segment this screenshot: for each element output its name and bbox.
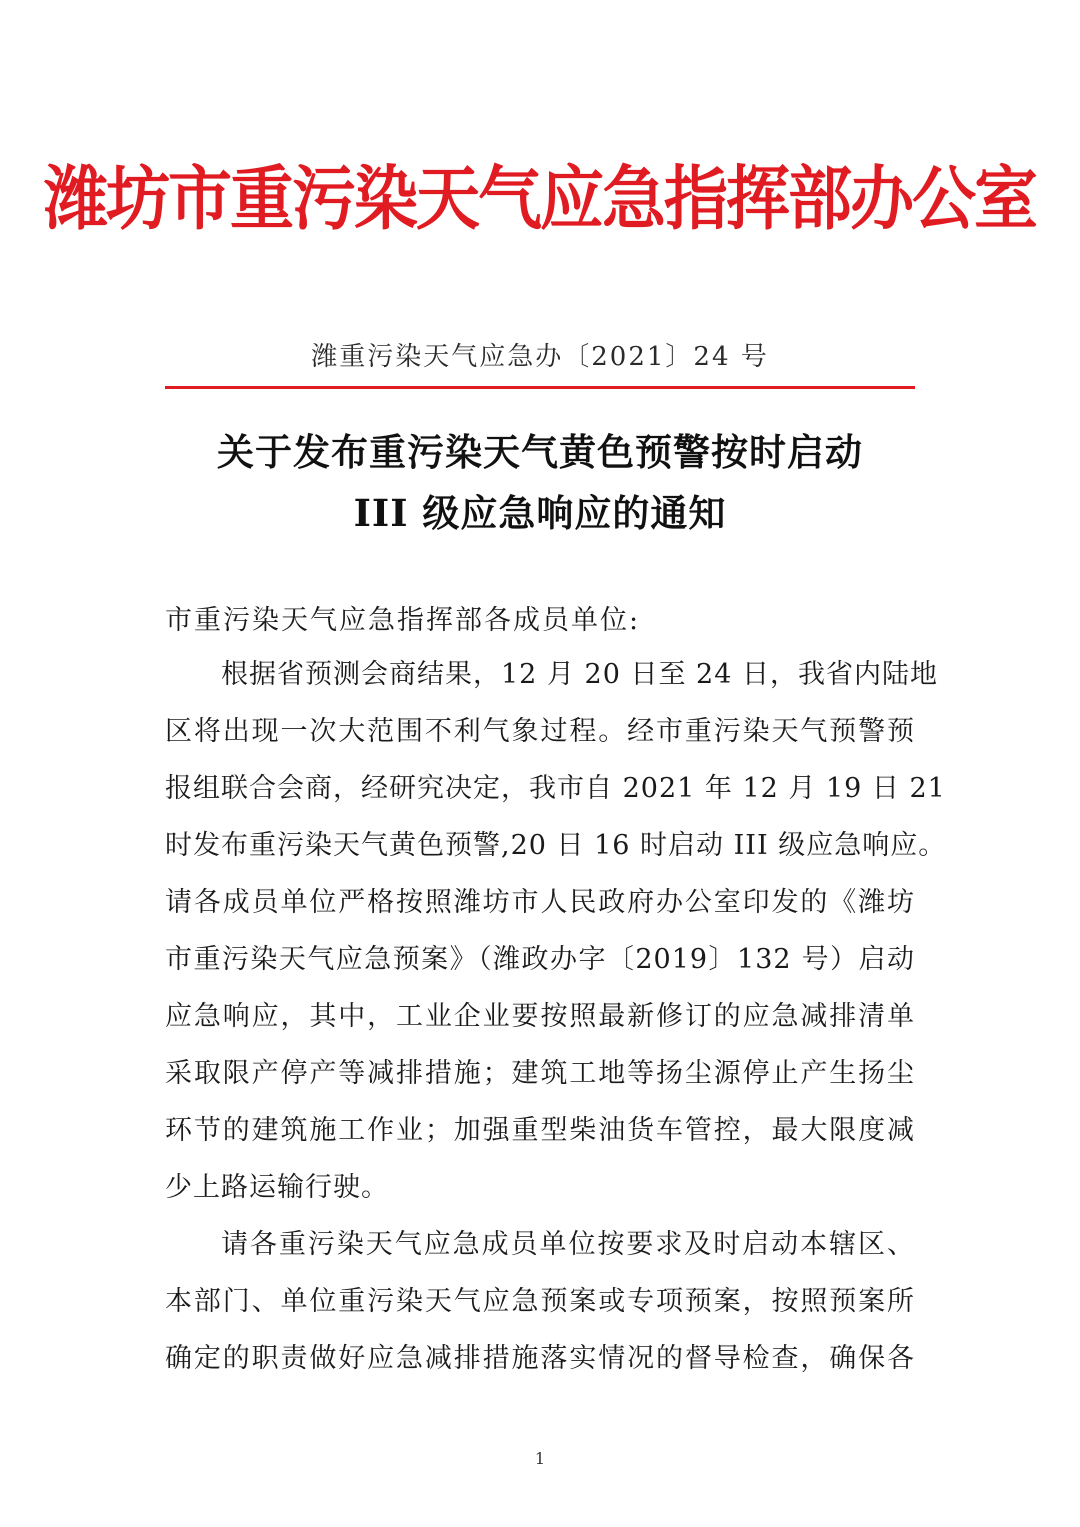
red-divider-line	[165, 386, 915, 389]
body-paragraph-2-line: 本部门、单位重污染天气应急预案或专项预案，按照预案所	[165, 1286, 915, 1317]
body-paragraph-1-line: 环节的建筑施工作业；加强重型柴油货车管控，最大限度减	[165, 1115, 915, 1146]
addressee-line: 市重污染天气应急指挥部各成员单位:	[165, 605, 641, 636]
body-paragraph-1-line: 请各成员单位严格按照潍坊市人民政府办公室印发的《潍坊	[165, 887, 915, 918]
document-number: 潍重污染天气应急办〔2021〕24 号	[311, 342, 769, 372]
body-paragraph-1-line: 根据省预测会商结果，12 月 20 日至 24 日，我省内陆地	[221, 659, 938, 690]
body-paragraph-2-line: 确定的职责做好应急减排措施落实情况的督导检查，确保各	[165, 1343, 915, 1374]
body-paragraph-1-line: 应急响应，其中，工业企业要按照最新修订的应急减排清单	[165, 1001, 915, 1032]
body-paragraph-1-line: 时发布重污染天气黄色预警,20 日 16 时启动 III 级应急响应。	[165, 830, 947, 861]
body-paragraph-1-line: 区将出现一次大范围不利气象过程。经市重污染天气预警预	[165, 716, 915, 747]
issuing-office-title: 潍坊市重污染天气应急指挥部办公室	[44, 160, 1036, 240]
body-paragraph-1-line: 少上路运输行驶。	[165, 1172, 389, 1203]
body-paragraph-1-line: 报组联合会商，经研究决定，我市自 2021 年 12 月 19 日 21	[165, 773, 946, 804]
notice-title-line-2: III 级应急响应的通知	[353, 491, 727, 535]
page-number: 1	[534, 1449, 546, 1468]
notice-title-line-1: 关于发布重污染天气黄色预警按时启动	[217, 430, 863, 474]
body-paragraph-2-line: 请各重污染天气应急成员单位按要求及时启动本辖区、	[221, 1229, 915, 1260]
body-paragraph-1-line: 采取限产停产等减排措施；建筑工地等扬尘源停止产生扬尘	[165, 1058, 915, 1089]
body-paragraph-1-line: 市重污染天气应急预案》（潍政办字〔2019〕132 号）启动	[165, 944, 915, 975]
